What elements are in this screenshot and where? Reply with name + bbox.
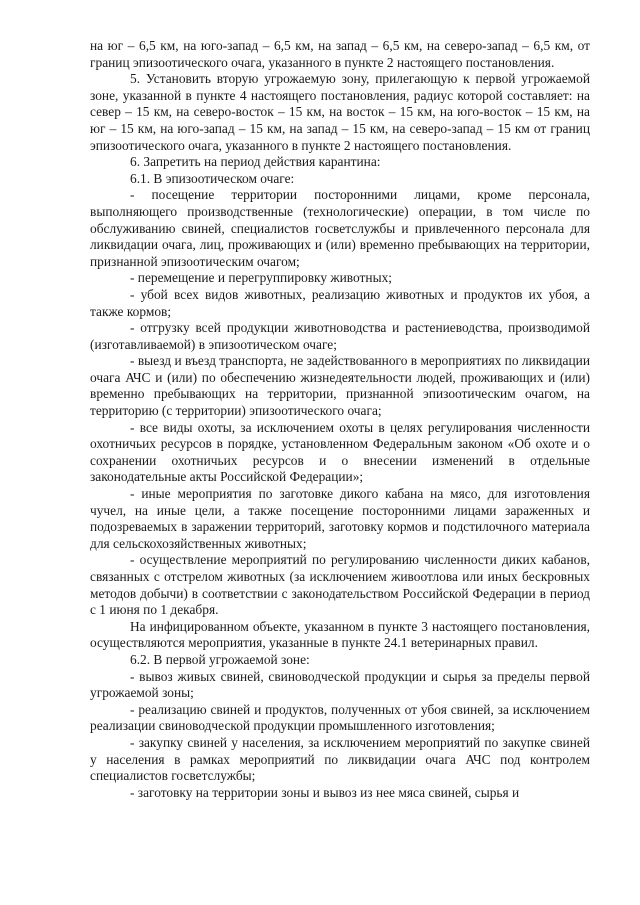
paragraph-10: - все виды охоты, за исключением охоты в целях регулирования численности охотничьих ресурсов в порядке, установленном Федеральным законом «Об охоте и о сохранении охотничьих ресурсов и о внесении изменений в отдельные законодательные акты Российской Федерации»;	[90, 419, 590, 485]
paragraph-4: 6.1. В эпизоотическом очаге:	[130, 170, 295, 186]
paragraph-17: - закупку свиней у населения, за исключением мероприятий по закупке свиней у населения в рамках мероприятий по ликвидации очага АЧС под контролем специалистов госветслужбы;	[90, 734, 590, 784]
paragraph-2: 5. Установить вторую угрожаемую зону, прилегающую к первой угрожаемой зоне, указанной в пункте 4 настоящего постановления, радиус которой составляет: на север – 15 км, на северо-восток – 15 км, на восток – 15 км, на юго-восток – 15 км, на юг – 15 км, на юго-запад – 15 км, на запад – 15 км, на северо-запад – 15 км от границ эпизоотического очага, указанного в пункте 2 настоящего постановления.	[90, 71, 590, 153]
paragraph-7: - убой всех видов животных, реализацию животных и продуктов их убоя, а также кормов;	[90, 286, 590, 319]
paragraph-6: - перемещение и перегруппировку животных;	[130, 270, 392, 286]
paragraph-14: 6.2. В первой угрожаемой зоне:	[130, 651, 310, 667]
paragraph-3: 6. Запретить на период действия карантина:	[130, 154, 381, 170]
paragraph-18: - заготовку на территории зоны и вывоз из нее мяса свиней, сырья и	[130, 784, 520, 800]
paragraph-12: - осуществление мероприятий по регулированию численности диких кабанов, связанных с отстрелом животных (за исключением живоотлова или иных бескровных методов добычи) в соответствии с законодательством Российской Федерации в период с 1 июня по 1 декабря.	[90, 552, 590, 618]
document-page	[90, 38, 590, 801]
paragraph-11: - иные мероприятия по заготовке дикого кабана на мясо, для изготовления чучел, на иные цели, а также посещение посторонними лицами зараженных и подозреваемых в заражении территорий, заготовку кормов и подстилочного материала для сельскохозяйственных животных;	[90, 486, 590, 551]
paragraph-13: На инфицированном объекте, указанном в пункте 3 настоящего постановления, осуществляются мероприятия, указанные в пункте 24.1 ветеринарных правил.	[90, 618, 590, 651]
paragraph-9: - выезд и въезд транспорта, не задействованного в мероприятиях по ликвидации очага АЧС и (или) по обеспечению жизнедеятельности людей, проживающих и (или) временно пребывающих на территории, признанной эпизоотическим очагом, на территорию (с территории) эпизоотического очага;	[90, 353, 590, 419]
paragraph-15: - вывоз живых свиней, свиноводческой продукции и сырья за пределы первой угрожаемой зоны;	[90, 668, 590, 701]
paragraph-5: - посещение территории посторонними лицами, кроме персонала, выполняющего производственные (технологические) операции, в том числе по обслуживанию свиней, специалистов госветслужбы и привлеченного персонала для ликвидации очага, лиц, проживающих и (или) временно пребывающих на территории, признанной эпизоотическим очагом;	[90, 187, 590, 269]
paragraph-16: - реализацию свиней и продуктов, полученных от убоя свиней, за исключением реализации свиноводческой продукции промышленного изготовления;	[90, 701, 590, 734]
paragraph-1: на юг – 6,5 км, на юго-запад – 6,5 км, на запад – 6,5 км, на северо-запад – 6,5 км, от границ эпизоотического очага, указанного в пункте 2 настоящего постановления.	[90, 38, 590, 70]
paragraph-8: - отгрузку всей продукции животноводства и растениеводства, производимой (изготавливаемой) в эпизоотическом очаге;	[90, 320, 590, 352]
